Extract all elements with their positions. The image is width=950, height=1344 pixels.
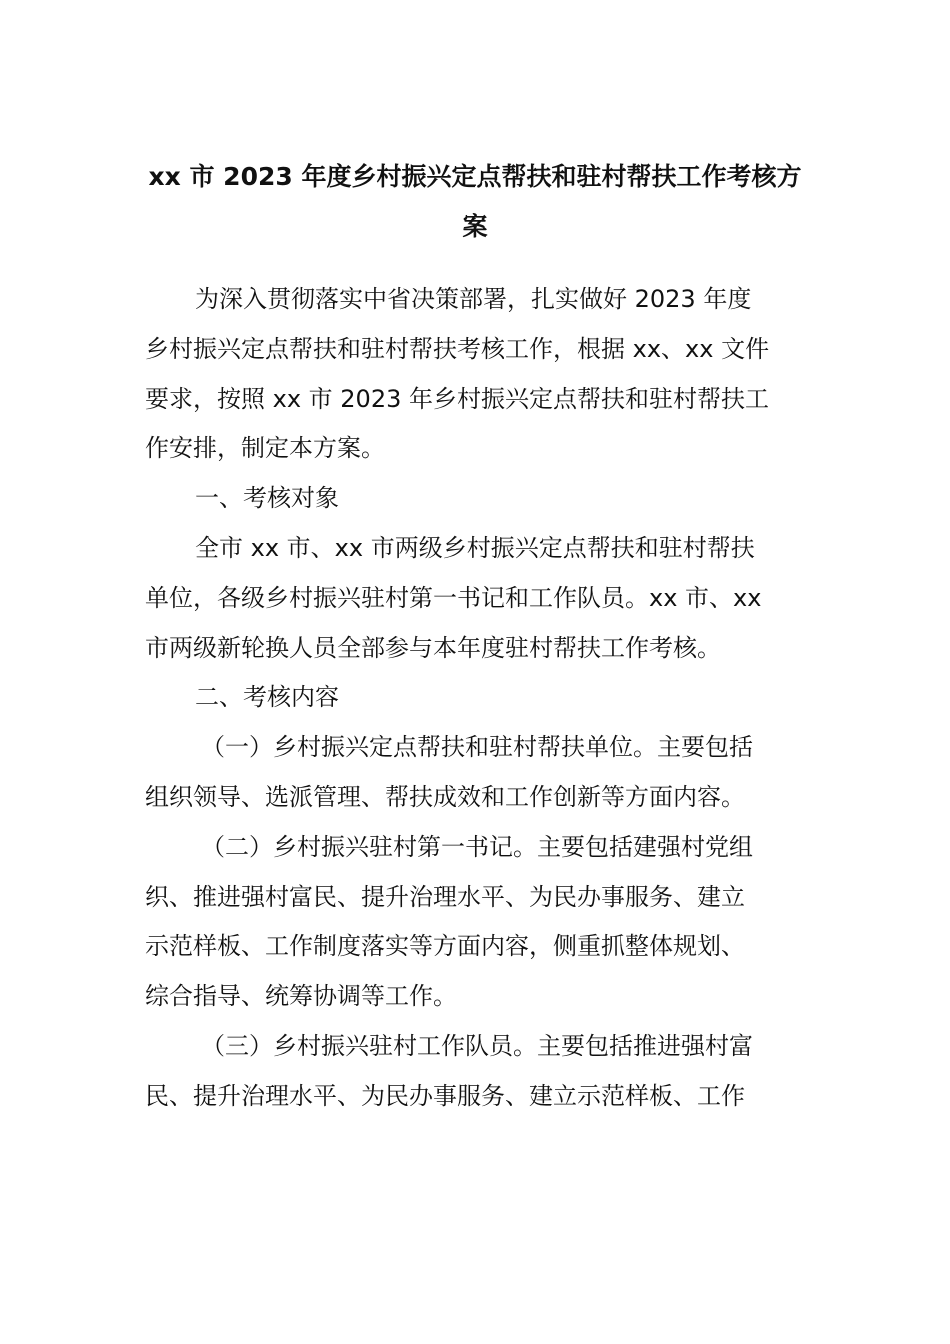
document-title [145,152,805,252]
paragraph-intro-line-3: 要求，按照 xx 市 2023 年乡村振兴定点帮扶和驻村帮扶工 [145,384,769,413]
subitem-1-line-1: （一）乡村振兴定点帮扶和驻村帮扶单位。主要包括 [201,733,753,762]
subitem-2-line-2: 织、推进强村富民、提升治理水平、为民办事服务、建立 [145,882,745,911]
title-line-1: xx 市 2023 年度乡村振兴定点帮扶和驻村帮扶工作考核方 [148,162,802,191]
subitem-3-line-2: 民、提升治理水平、为民办事服务、建立示范样板、工作 [145,1081,745,1110]
document-body [145,275,805,1122]
paragraph-intro-line-2: 乡村振兴定点帮扶和驻村帮扶考核工作，根据 xx、xx 文件 [145,334,770,363]
subitem-1-line-2: 组织领导、选派管理、帮扶成效和工作创新等方面内容。 [145,782,745,811]
title-line-2: 案 [462,212,488,241]
subitem-2-line-4: 综合指导、统筹协调等工作。 [145,982,457,1011]
paragraph-targets-line-1: 全市 xx 市、xx 市两级乡村振兴定点帮扶和驻村帮扶 [195,533,755,562]
paragraph-targets-line-2: 单位，各级乡村振兴驻村第一书记和工作队员。xx 市、xx [145,583,762,612]
subitem-3-line-1: （三）乡村振兴驻村工作队员。主要包括推进强村富 [201,1031,753,1060]
subitem-2-line-3: 示范样板、工作制度落实等方面内容，侧重抓整体规划、 [145,932,745,961]
paragraph-intro-line-1: 为深入贯彻落实中省决策部署，扎实做好 2023 年度 [195,285,752,313]
paragraph-intro-line-4: 作安排，制定本方案。 [145,434,385,463]
section-heading-1: 一、考核对象 [195,484,339,513]
section-heading-2: 二、考核内容 [195,683,339,712]
paragraph-targets-line-3: 市两级新轮换人员全部参与本年度驻村帮扶工作考核。 [145,633,721,662]
subitem-2-line-1: （二）乡村振兴驻村第一书记。主要包括建强村党组 [201,832,753,861]
